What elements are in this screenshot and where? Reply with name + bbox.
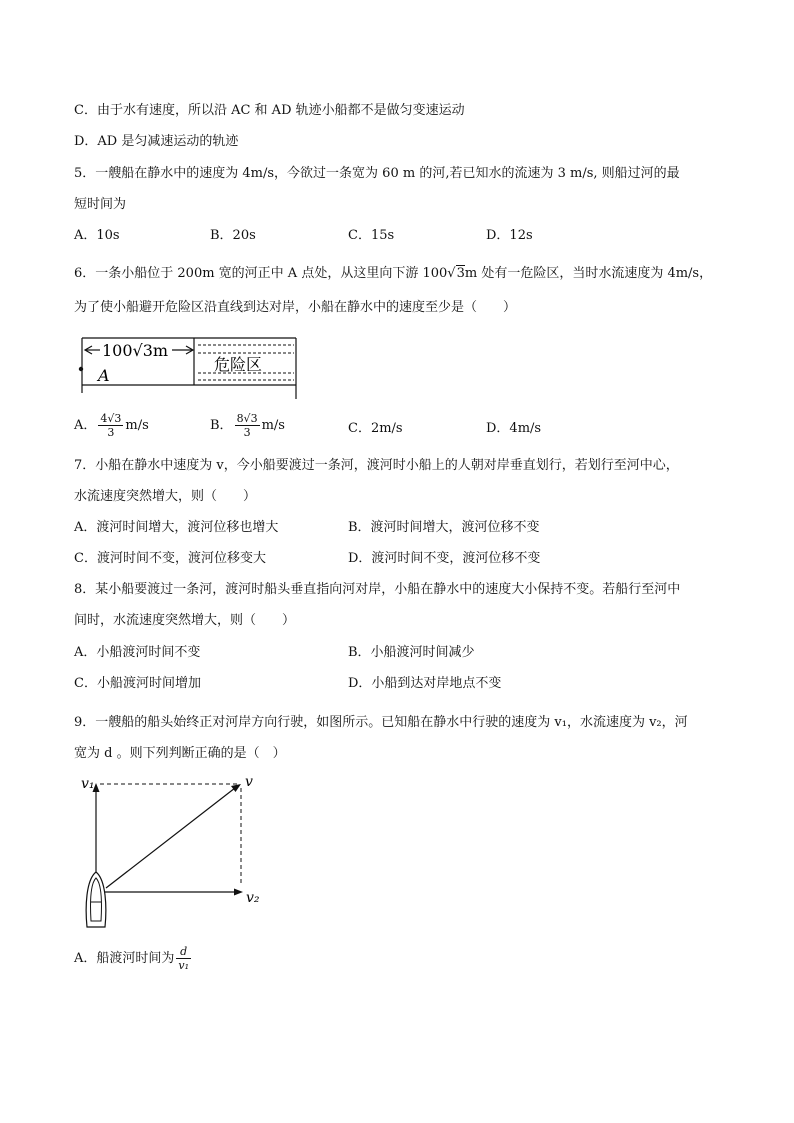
q6-stem-part2: m 处有一危险区，当时水流速度为 4m/s， bbox=[464, 266, 713, 281]
q6-option-a-label: A． bbox=[74, 418, 97, 433]
q6-river-figure bbox=[72, 333, 304, 403]
q6-point-label: A bbox=[98, 366, 110, 385]
q6-stem-part1: 6．一条小船位于 200m 宽的河正中 A 点处，从这里向下游 100 bbox=[74, 266, 448, 281]
q9-v2-label: v₂ bbox=[246, 890, 260, 906]
q5-option-c: C．15s bbox=[348, 228, 395, 243]
q9-option-a-fraction bbox=[176, 945, 191, 972]
q7-option-c: C．渡河时间不变，渡河位移变大 bbox=[74, 551, 266, 566]
q9-velocity-figure bbox=[78, 772, 268, 940]
q6-stem-line1 bbox=[74, 264, 712, 284]
q6-option-b-fraction bbox=[235, 412, 260, 439]
q8-option-d: D．小船到达对岸地点不变 bbox=[348, 676, 502, 691]
q9-option-a-label: A．船渡河时间为 bbox=[74, 951, 175, 966]
q9-v-label: v bbox=[245, 774, 253, 790]
q8-option-c: C．小船渡河时间增加 bbox=[74, 676, 201, 691]
q9-stem-line2: 宽为 d 。则下列判断正确的是（ ） bbox=[74, 746, 286, 761]
q8-option-b: B．小船渡河时间减少 bbox=[348, 645, 475, 660]
q9-option-a-den: v₁ bbox=[178, 959, 190, 972]
q6-option-a-den: 3 bbox=[107, 426, 115, 439]
q7-stem-line1: 7．小船在静水中速度为 v，今小船要渡过一条河，渡河时小船上的人朝对岸垂直划行，若划行至河中心， bbox=[74, 458, 679, 473]
q9-stem-line1: 9．一艘船的船头始终正对河岸方向行驶，如图所示。已知船在静水中行驶的速度为 v₁，水流速度为 v₂，河 bbox=[74, 715, 688, 730]
q6-sqrt-radicand: 3 bbox=[456, 266, 465, 281]
q6-option-b-num: 8√3 bbox=[236, 412, 258, 425]
point-a-dot bbox=[79, 367, 83, 371]
q7-option-a: A．渡河时间增大，渡河位移也增大 bbox=[74, 520, 279, 535]
q8-stem-line2: 间时，水流速度突然增大，则（ ） bbox=[74, 613, 296, 628]
q6-option-b-unit: m/s bbox=[261, 418, 285, 433]
q5-option-b: B．20s bbox=[210, 228, 256, 243]
q6-option-b-label: B． bbox=[210, 418, 233, 433]
q6-danger-label: 危险区 bbox=[214, 355, 263, 374]
q6-option-a-num: 4√3 bbox=[100, 412, 122, 425]
q6-option-b-den: 3 bbox=[243, 426, 251, 439]
q8-option-a: A．小船渡河时间不变 bbox=[74, 645, 201, 660]
q6-option-b bbox=[210, 412, 285, 439]
q4-option-d: D．AD 是匀减速运动的轨迹 bbox=[74, 134, 239, 149]
q5-option-d: D．12s bbox=[486, 228, 533, 243]
q6-option-d: D．4m/s bbox=[486, 421, 542, 436]
q9-v1-label: v₁ bbox=[81, 776, 95, 792]
q6-option-c: C．2m/s bbox=[348, 421, 403, 436]
q7-stem-line2: 水流速度突然增大，则（ ） bbox=[74, 489, 257, 504]
q9-option-a-num: d bbox=[176, 945, 191, 959]
q4-option-c: C．由于水有速度，所以沿 AC 和 AD 轨迹小船都不是做匀变速运动 bbox=[74, 103, 465, 118]
q5-option-a: A．10s bbox=[74, 228, 120, 243]
q6-distance-label: 100√3m bbox=[102, 341, 169, 360]
q7-option-b: B．渡河时间增大，渡河位移不变 bbox=[348, 520, 540, 535]
q6-option-a bbox=[74, 412, 149, 439]
q9-option-a bbox=[74, 945, 193, 972]
q6-option-a-unit: m/s bbox=[125, 418, 149, 433]
sqrt-symbol: √ bbox=[447, 266, 456, 281]
q5-stem-line2: 短时间为 bbox=[74, 197, 127, 212]
q6-stem-line2: 为了使小船避开危险区沿直线到达对岸，小船在静水中的速度至少是（ ） bbox=[74, 300, 517, 315]
q8-stem-line1: 8．某小船要渡过一条河，渡河时船头垂直指向河对岸，小船在静水中的速度大小保持不变。若船行至河中 bbox=[74, 582, 681, 597]
q7-option-d: D．渡河时间不变，渡河位移不变 bbox=[348, 551, 541, 566]
q5-stem-line1: 5．一艘船在静水中的速度为 4m/s，今欲过一条宽为 60 m 的河,若已知水的流速为 3 m/s, 则船过河的最 bbox=[74, 166, 680, 181]
q6-option-a-fraction bbox=[98, 412, 123, 439]
